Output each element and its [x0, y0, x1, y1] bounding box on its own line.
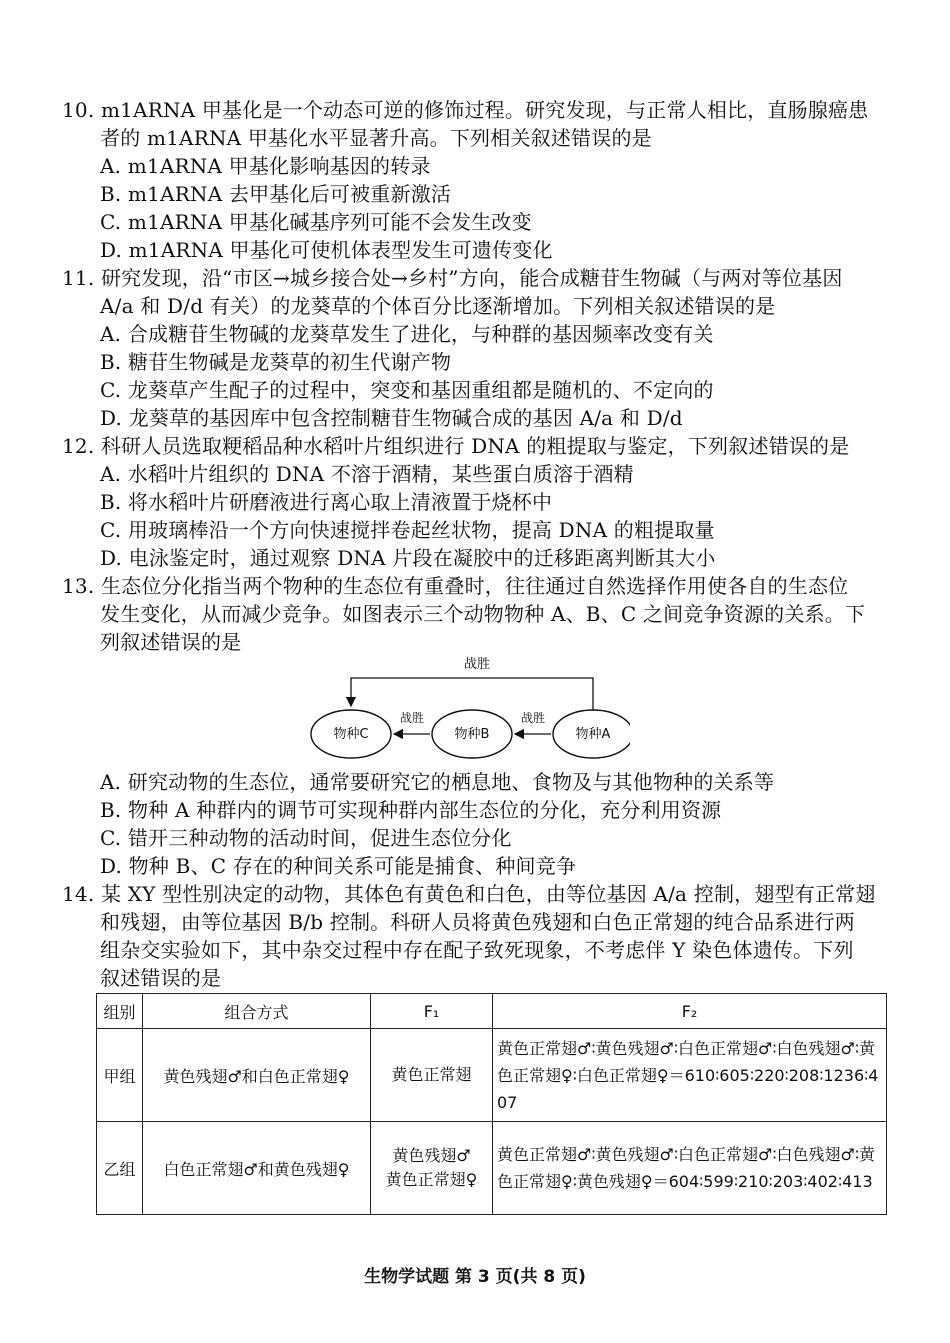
q13-option-b: B. 物种 A 种群内的调节可实现种群内部生态位的分化，充分利用资源	[100, 798, 722, 822]
q12-stem-line1: 12. 科研人员选取粳稻品种水稻叶片组织进行 DNA 的粗提取与鉴定，下列叙述错误的是	[62, 434, 850, 458]
q13-stem-line1: 13. 生态位分化指当两个物种的生态位有重叠时，往往通过自然选择作用使各自的生态位	[62, 574, 849, 598]
page-footer: 生物学试题 第 3 页(共 8 页)	[364, 1267, 586, 1287]
table-row	[97, 1122, 887, 1215]
q10-stem-line1: 10. m1ARNA 甲基化是一个动态可逆的修饰过程。研究发现，与正常人相比，直肠腺癌患	[62, 98, 869, 122]
q12-option-d: D. 电泳鉴定时，通过观察 DNA 片段在凝胶中的迁移距离判断其大小	[100, 546, 716, 570]
q13-stem-line3: 列叙述错误的是	[100, 630, 242, 654]
header-f2: F₂	[493, 994, 887, 1029]
q14-stem-line1: 14. 某 XY 型性别决定的动物，其体色有黄色和白色，由等位基因 A/a 控制，翅型有正常翅	[62, 882, 876, 906]
row1-group: 甲组	[97, 1029, 143, 1122]
q11-stem-line1: 11. 研究发现，沿“市区→城乡接合处→乡村”方向，能合成糖苷生物碱（与两对等位基因	[62, 266, 843, 290]
q12-option-a: A. 水稻叶片组织的 DNA 不溶于酒精，某些蛋白质溶于酒精	[100, 462, 634, 486]
row2-f1-line1: 黄色残翅♂	[392, 1146, 471, 1165]
q14-stem-line2: 和残翅，由等位基因 B/b 控制。科研人员将黄色残翅和白色正常翅的纯合品系进行两	[100, 910, 855, 934]
row1-f2: 黄色正常翅♂∶黄色残翅♂∶白色正常翅♂∶白色残翅♂∶黄色正常翅♀∶白色正常翅♀＝610∶605∶220∶208∶1236∶407	[493, 1029, 887, 1122]
q13-option-c: C. 错开三种动物的活动时间，促进生态位分化	[100, 826, 512, 850]
q13-stem-line2: 发生变化，从而减少竞争。如图表示三个动物物种 A、B、C 之间竞争资源的关系。下	[100, 602, 866, 626]
q14-stem-line4: 叙述错误的是	[100, 966, 222, 990]
row2-f2: 黄色正常翅♂∶黄色残翅♂∶白色正常翅♂∶白色残翅♂∶黄色正常翅♀∶黄色残翅♀＝604∶599∶210∶203∶402∶413	[493, 1122, 887, 1215]
q10-option-c: C. m1ARNA 甲基化碱基序列可能不会发生改变	[100, 210, 532, 234]
diagram-label-ba: 战胜	[520, 711, 546, 725]
row1-combo: 黄色残翅♂和白色正常翅♀	[143, 1029, 371, 1122]
q12-option-b: B. 将水稻叶片研磨液进行离心取上清液置于烧杯中	[100, 490, 553, 514]
row2-f1-line2: 黄色正常翅♀	[385, 1170, 478, 1189]
q11-stem-line2: A/a 和 D/d 有关）的龙葵草的个体百分比逐渐增加。下列相关叙述错误的是	[100, 294, 776, 318]
q13-option-a: A. 研究动物的生态位，通常要研究它的栖息地、食物及与其他物种的关系等	[100, 770, 775, 794]
q11-option-c: C. 龙葵草产生配子的过程中，突变和基因重组都是随机的、不定向的	[100, 378, 714, 402]
row1-f1-line1: 黄色正常翅	[391, 1065, 472, 1084]
q13-option-d: D. 物种 B、C 存在的种间关系可能是捕食、种间竞争	[100, 854, 577, 878]
q10-option-b: B. m1ARNA 去甲基化后可被重新激活	[100, 182, 452, 206]
row1-f1	[371, 1029, 493, 1122]
q11-option-b: B. 糖苷生物碱是龙葵草的初生代谢产物	[100, 350, 452, 374]
q10-stem-line2: 者的 m1ARNA 甲基化水平显著升高。下列相关叙述错误的是	[100, 126, 652, 150]
header-combo: 组合方式	[143, 994, 371, 1029]
row2-group: 乙组	[97, 1122, 143, 1215]
table-row	[97, 1029, 887, 1122]
header-f1: F₁	[371, 994, 493, 1029]
cross-results-table	[96, 993, 887, 1215]
competition-diagram	[300, 652, 630, 768]
q11-option-a: A. 合成糖苷生物碱的龙葵草发生了进化，与种群的基因频率改变有关	[100, 322, 714, 346]
q11-option-d: D. 龙葵草的基因库中包含控制糖苷生物碱合成的基因 A/a 和 D/d	[100, 406, 683, 430]
diagram-arrow-a-to-c	[351, 678, 593, 712]
row2-f1	[371, 1122, 493, 1215]
header-group: 组别	[97, 994, 143, 1029]
q14-stem-line3: 组杂交实验如下，其中杂交过程中存在配子致死现象，不考虑伴 Y 染色体遗传。下列	[100, 938, 854, 962]
q10-option-d: D. m1ARNA 甲基化可使机体表型发生可遗传变化	[100, 238, 553, 262]
diagram-top-label: 战胜	[463, 657, 491, 672]
q12-option-c: C. 用玻璃棒沿一个方向快速搅拌卷起丝状物，提高 DNA 的粗提取量	[100, 518, 715, 542]
table-header-row	[97, 994, 887, 1029]
row2-combo: 白色正常翅♂和黄色残翅♀	[143, 1122, 371, 1215]
species-c-label: 物种C	[333, 727, 369, 742]
diagram-label-cb: 战胜	[399, 711, 425, 725]
species-b-label: 物种B	[454, 727, 490, 742]
q10-option-a: A. m1ARNA 甲基化影响基因的转录	[100, 154, 431, 178]
species-a-label: 物种A	[575, 727, 611, 742]
